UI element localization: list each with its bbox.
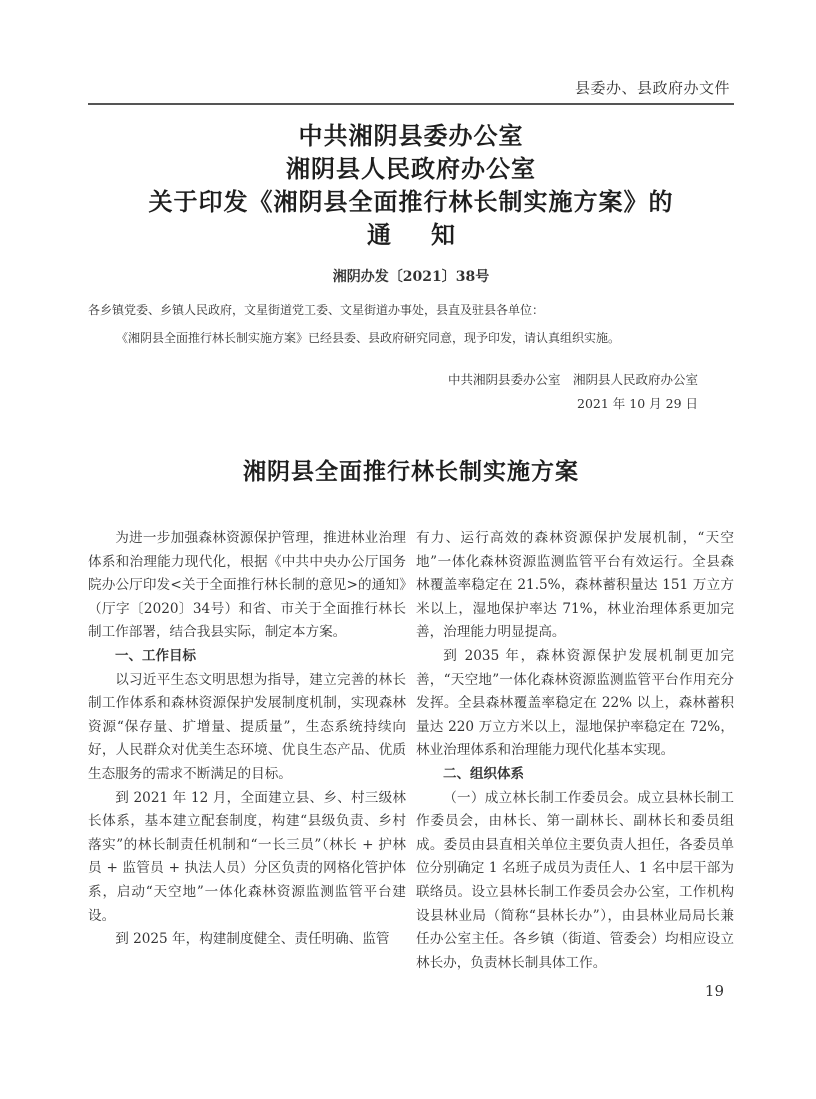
notice-title bbox=[88, 119, 734, 251]
goals-paragraph-1: 以习近平生态文明思想为指导，建立完善的林长制工作体系和森林资源保护发展制度机制，实现森林资源“保存量、扩增量、提质量”，生态系统持续向好，人民群众对优美生态环境、优良生态产品、优质生态服务的需求不断满足的目标。 bbox=[88, 671, 406, 782]
plan-columns bbox=[0, 487, 816, 975]
goals-paragraph-3-continued: 有力、运行高效的森林资源保护发展机制，“天空地”一体化森林资源监测监管平台有效运行。全县森林覆盖率稳定在 21.5%，森林蓄积量达 151 万立方米以上，湿地保护率达 71%，林业治理体系更加完善，治理能力明显提高。 bbox=[416, 530, 734, 641]
notice-body: 《湘阴县全面推行林长制实施方案》已经县委、县政府研究同意，现予印发，请认真组织实施。 bbox=[116, 331, 621, 345]
notice-title-line-2: 湘阴县人民政府办公室 bbox=[286, 154, 536, 183]
document-number: 湘阴办发〔2021〕38号 bbox=[332, 269, 490, 285]
section-heading-goals: 一、工作目标 bbox=[115, 647, 196, 664]
goals-paragraph-2: 到 2021 年 12 月，全面建立县、乡、村三级林长体系，基本建立配套制度，构建“县级负责、乡村落实”的林长制责任机制和“一长三员”（林长 + 护林员 + 监管员 + 执法人员）分区负责的网格化管护体系，启动“天空地”一体化森林资源监测监管平台建设。 bbox=[88, 789, 406, 924]
section-heading-organization: 二、组织体系 bbox=[443, 765, 524, 782]
signers: 中共湘阴县委办公室 湘阴县人民政府办公室 bbox=[447, 372, 698, 387]
running-header-label: 县委办、县政府办文件 bbox=[574, 79, 730, 97]
page-number: 19 bbox=[704, 982, 724, 1001]
left-column bbox=[88, 527, 406, 975]
plan-title: 湘阴县全面推行林长制实施方案 bbox=[243, 458, 579, 485]
goals-paragraph-4: 到 2035 年，森林资源保护发展机制更加完善，“天空地”一体化森林资源监测监管平台作用充分发挥。全县森林覆盖率稳定在 22% 以上，森林蓄积量达 220 万立方米以上，湿地保护率稳定在 72%，林业治理体系和治理能力现代化基本实现。 bbox=[416, 647, 734, 759]
header-rule bbox=[88, 103, 734, 105]
intro-paragraph: 为进一步加强森林资源保护管理，推进林业治理体系和治理能力现代化，根据《中共中央办公厅国务院办公厅印发<关于全面推行林长制的意见>的通知》（厅字〔2020〕34号）和省、市关于全面推行林长制工作部署，结合我县实际，制定本方案。 bbox=[88, 530, 406, 641]
notice-section bbox=[0, 0, 816, 487]
notice-title-line-4: 通知 bbox=[367, 220, 495, 249]
notice-title-line-1: 中共湘阴县委办公室 bbox=[298, 121, 524, 150]
salutation: 各乡镇党委、乡镇人民政府，文星街道党工委、文星街道办事处，县直及驻县各单位： bbox=[88, 303, 545, 317]
notice-title-line-3: 关于印发《湘阴县全面推行林长制实施方案》的 bbox=[148, 187, 674, 216]
organization-paragraph-1: （一）成立林长制工作委员会。成立县林长制工作委员会，由林长、第一副林长、副林长和委员组成。委员由县直相关单位主要负责人担任，各委员单位分别确定 1 名班子成员为责任人、1 名中层干部为联络员。设立县林长制工作委员会办公室，工作机构设县林业局（简称“县林长办”），由县林业局局长兼任办公室主任。各乡镇（街道、管委会）均相应设立林长办，负责林长制具体工作。 bbox=[416, 789, 734, 971]
goals-paragraph-3-start: 到 2025 年，构建制度健全、责任明确、监管 bbox=[115, 931, 390, 948]
signing-date: 2021 年 10 月 29 日 bbox=[577, 396, 698, 411]
right-column bbox=[416, 527, 734, 975]
